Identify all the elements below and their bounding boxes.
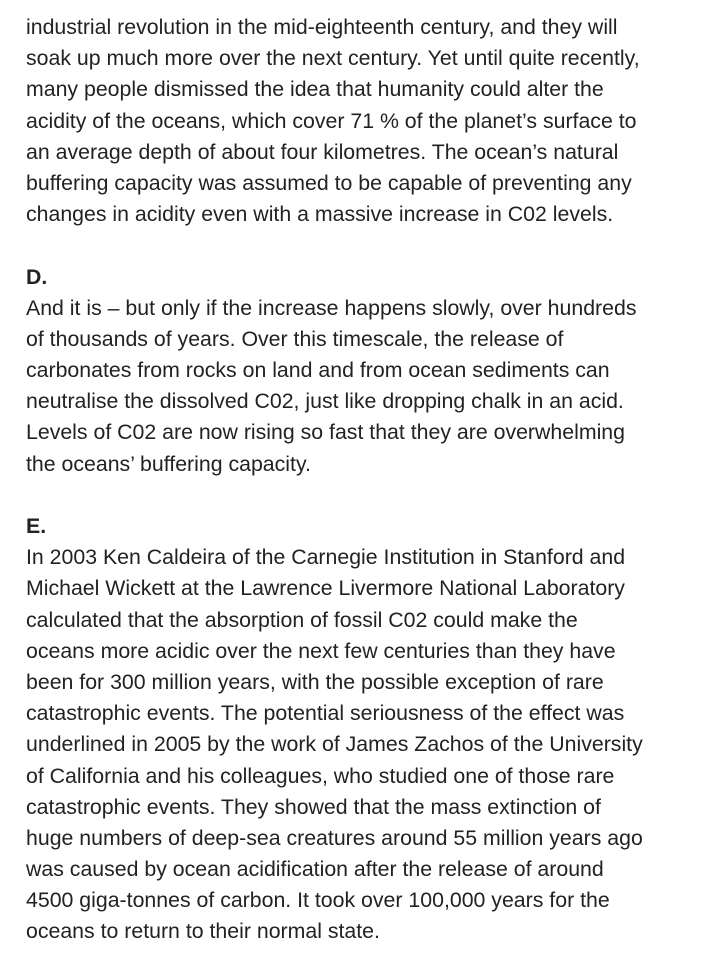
paragraph-line: soak up much more over the next century. Yet until quite recently, <box>26 46 640 71</box>
paragraph-line: neutralise the dissolved C02, just like dropping chalk in an acid. <box>26 389 624 414</box>
paragraph-line: calculated that the absorption of fossil C02 could make the <box>26 607 578 632</box>
paragraph-line: underlined in 2005 by the work of James Zachos of the University <box>26 732 643 757</box>
paragraph-line: been for 300 million years, with the possible exception of rare <box>26 669 604 694</box>
paragraph-line: oceans more acidic over the next few centuries than they have <box>26 638 616 663</box>
paragraph-line: 4500 giga-tonnes of carbon. It took over 100,000 years for the <box>26 888 610 913</box>
paragraph-spacer <box>26 480 716 511</box>
paragraph-line: oceans to return to their normal state. <box>26 919 380 944</box>
paragraph-line: carbonates from rocks on land and from ocean sediments can <box>26 358 610 383</box>
paragraph-line: Michael Wickett at the Lawrence Livermore National Laboratory <box>26 576 625 601</box>
paragraph-line: catastrophic events. The potential seriousness of the effect was <box>26 701 625 726</box>
paragraph-line: industrial revolution in the mid-eighteenth century, and they will <box>26 15 618 39</box>
section-d <box>26 262 716 480</box>
paragraph-line: changes in acidity even with a massive increase in C02 levels. <box>26 202 614 227</box>
intro-paragraph <box>26 12 716 230</box>
paragraph-line: huge numbers of deep-sea creatures around 55 million years ago <box>26 825 643 850</box>
paragraph-line: buffering capacity was assumed to be capable of preventing any <box>26 170 632 195</box>
section-heading: D. <box>26 264 48 289</box>
section-e <box>26 511 716 948</box>
paragraph-spacer <box>26 230 716 261</box>
paragraph-line: an average depth of about four kilometres. The ocean’s natural <box>26 139 619 164</box>
paragraph-line: the oceans’ buffering capacity. <box>26 451 311 476</box>
paragraph-line: And it is – but only if the increase happens slowly, over hundreds <box>26 295 637 320</box>
paragraph-line: of California and his colleagues, who studied one of those rare <box>26 763 615 788</box>
paragraph-line: In 2003 Ken Caldeira of the Carnegie Institution in Stanford and <box>26 545 626 570</box>
paragraph-line: of thousands of years. Over this timescale, the release of <box>26 326 564 351</box>
document-page <box>26 12 716 948</box>
paragraph-line: acidity of the oceans, which cover 71 % of the planet’s surface to <box>26 108 637 133</box>
paragraph-line: Levels of C02 are now rising so fast that they are overwhelming <box>26 420 625 445</box>
section-heading: E. <box>26 514 47 538</box>
paragraph-line: many people dismissed the idea that humanity could alter the <box>26 77 604 102</box>
paragraph-line: catastrophic events. They showed that the mass extinction of <box>26 794 601 819</box>
paragraph-line: was caused by ocean acidification after the release of around <box>26 857 604 882</box>
